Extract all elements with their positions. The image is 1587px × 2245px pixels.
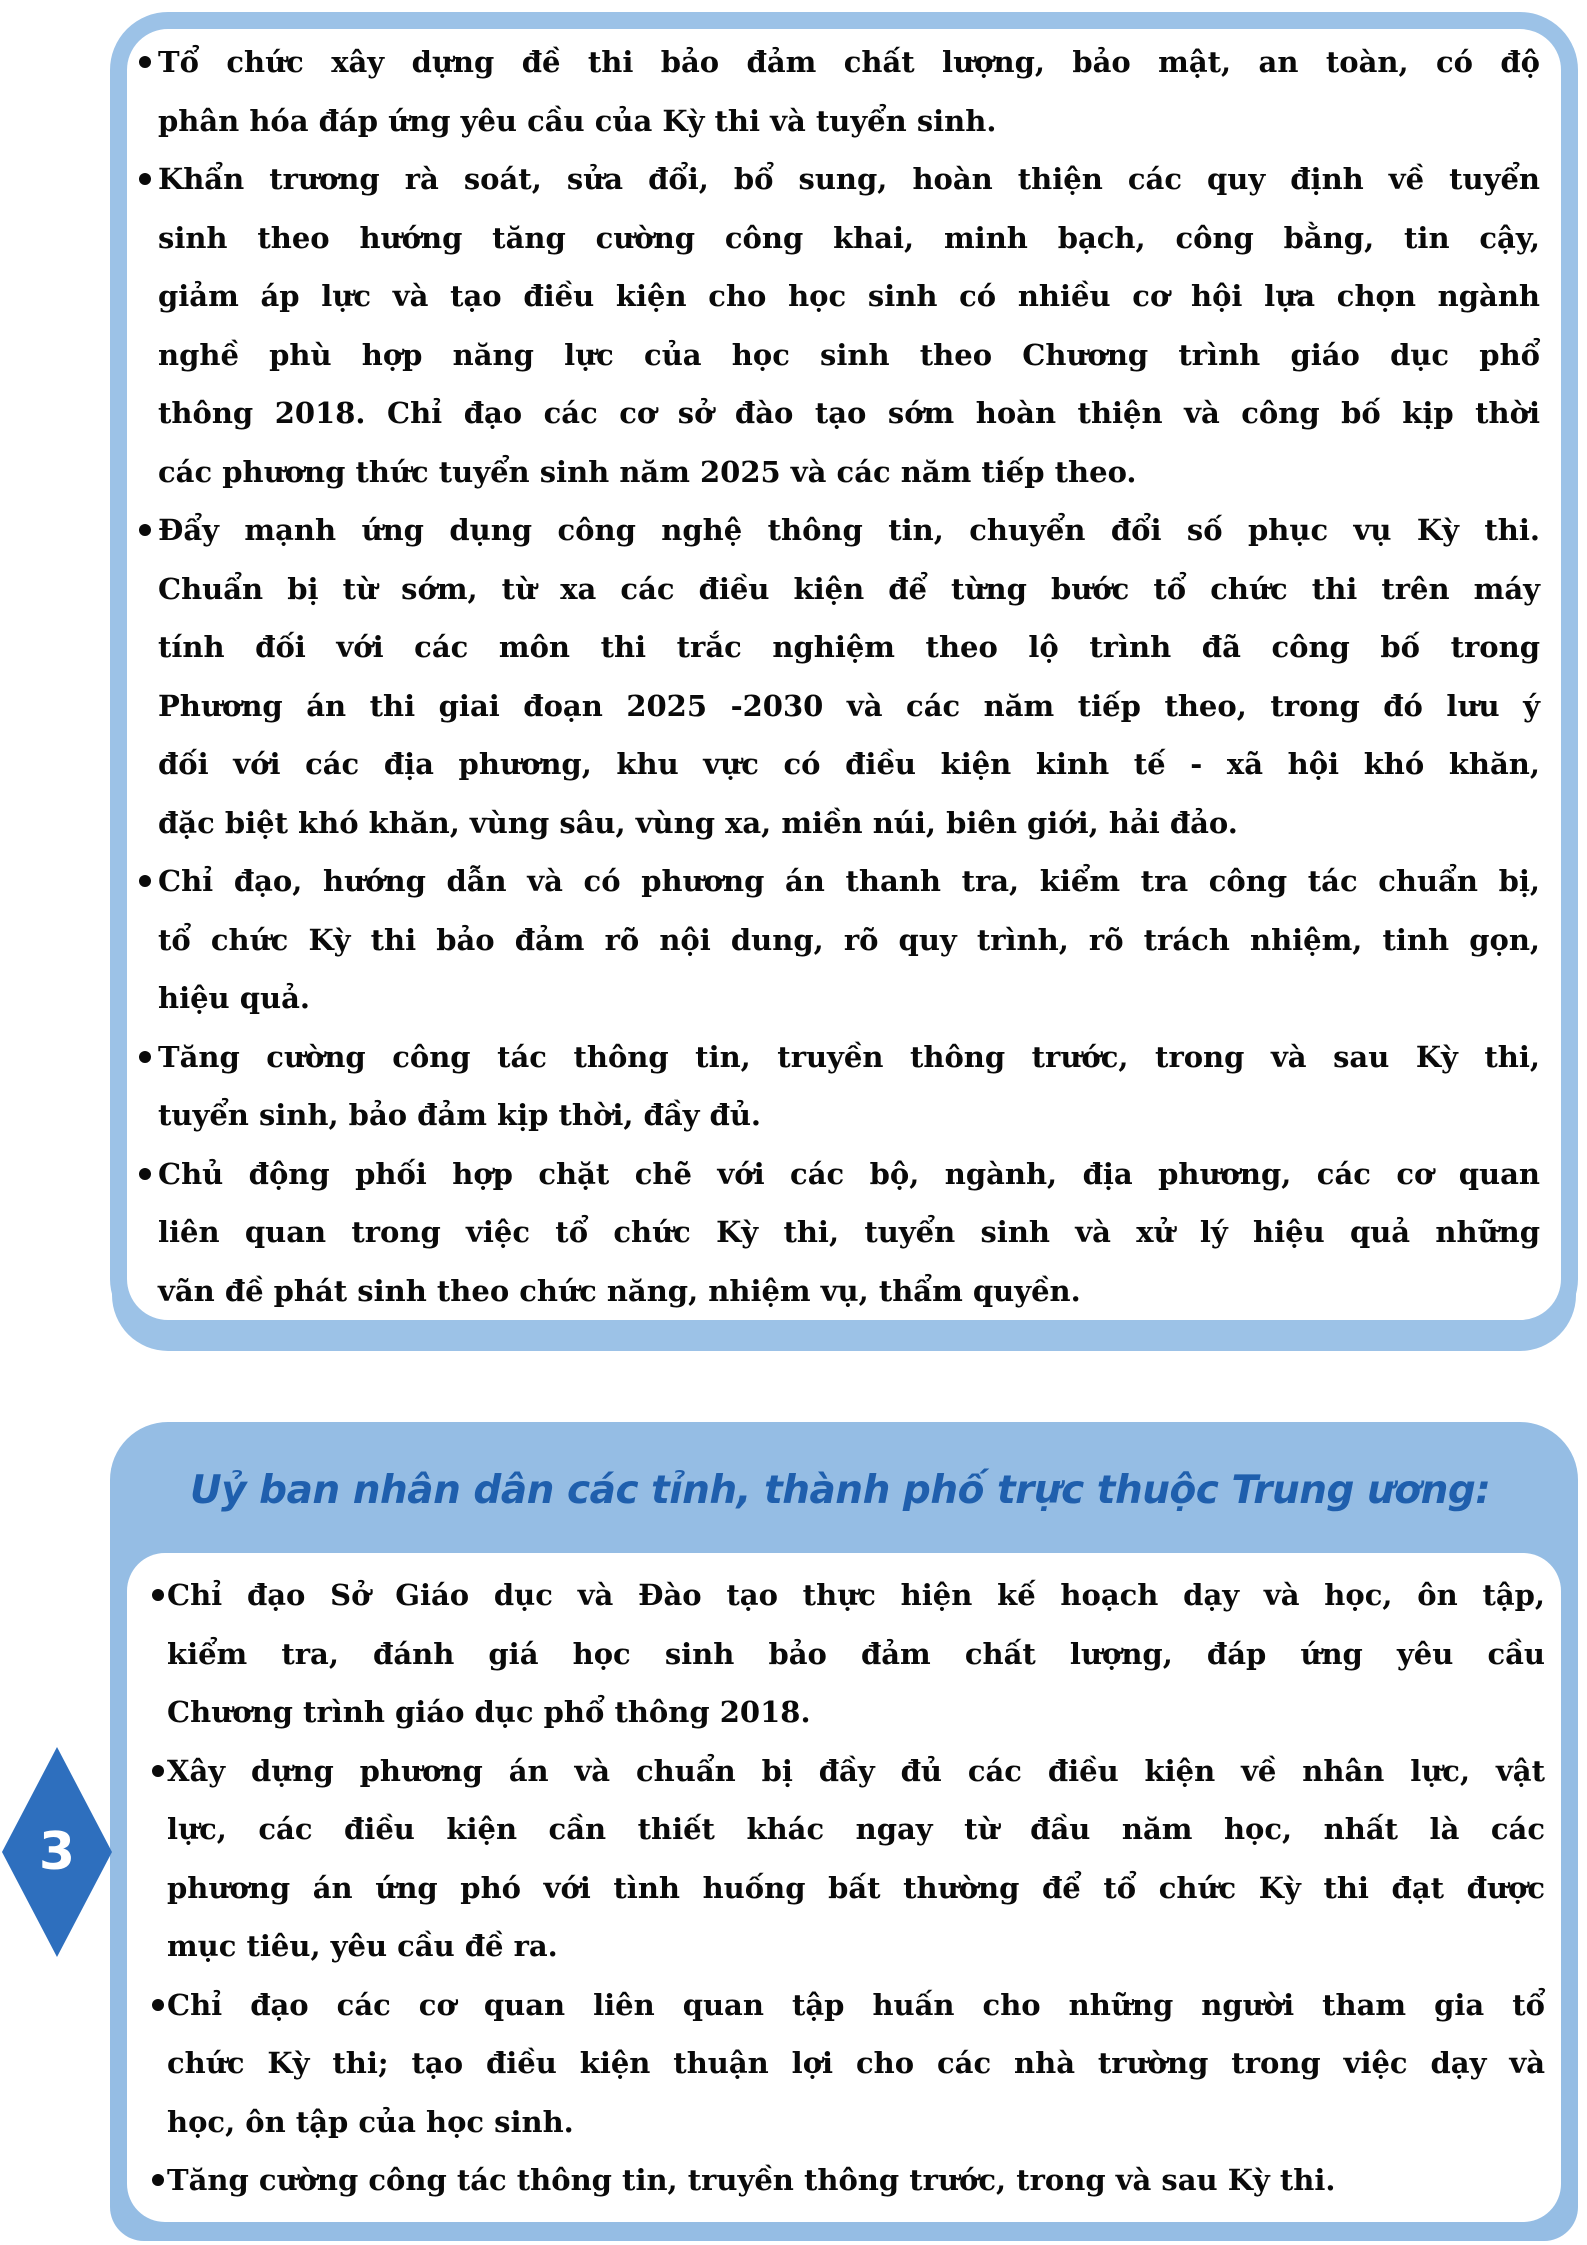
- bullet-icon: [139, 1051, 151, 1063]
- text-line: Tăng cường công tác thông tin, truyền thông trước, trong và sau Kỳ thi.: [167, 2163, 1336, 2197]
- text-line: lực, các điều kiện cần thiết khác ngay từ đầu năm học, nhất là các: [167, 1812, 1545, 1846]
- list-item: [158, 1028, 1540, 1145]
- text-line: các phương thức tuyển sinh năm 2025 và các năm tiếp theo.: [158, 454, 1137, 489]
- text-line: phương án ứng phó với tình huống bất thường để tổ chức Kỳ thi đạt được: [167, 1870, 1545, 1905]
- text-line: sinh theo hướng tăng cường công khai, minh bạch, công bằng, tin cậy,: [158, 220, 1540, 255]
- list-item: [167, 1976, 1545, 2152]
- list-item: [167, 2151, 1545, 2210]
- text-line: nghề phù hợp năng lực của học sinh theo Chương trình giáo dục phổ: [158, 337, 1540, 372]
- text-line: kiểm tra, đánh giá học sinh bảo đảm chất lượng, đáp ứng yêu cầu: [167, 1636, 1545, 1671]
- text-line: tổ chức Kỳ thi bảo đảm rõ nội dung, rõ quy trình, rõ trách nhiệm, tinh gọn,: [158, 922, 1540, 957]
- text-line: liên quan trong việc tổ chức Kỳ thi, tuyển sinh và xử lý hiệu quả những: [158, 1215, 1540, 1249]
- section-title: Uỷ ban nhân dân các tỉnh, thành phố trực thuộc Trung ương:: [190, 1467, 1491, 1513]
- bullet-icon: [152, 2174, 164, 2186]
- text-line: Chuẩn bị từ sớm, từ xa các điều kiện để từng bước tổ chức thi trên máy: [158, 571, 1540, 606]
- text-line: học, ôn tập của học sinh.: [167, 2104, 574, 2139]
- section-card-ministry-tasks: [110, 12, 1578, 1337]
- bullet-list-2: [167, 1566, 1545, 2210]
- text-line: tuyển sinh, bảo đảm kịp thời, đầy đủ.: [158, 1098, 762, 1132]
- text-line: Chương trình giáo dục phổ thông 2018.: [167, 1695, 811, 1729]
- text-line: Tăng cường công tác thông tin, truyền thông trước, trong và sau Kỳ thi,: [158, 1039, 1540, 1074]
- list-item: [167, 1566, 1545, 1742]
- text-line: mục tiêu, yêu cầu đề ra.: [167, 1929, 558, 1963]
- bullet-list-1: [158, 33, 1540, 1320]
- bullet-icon: [139, 524, 151, 536]
- list-item: [158, 33, 1540, 150]
- text-line: đặc biệt khó khăn, vùng sâu, vùng xa, miền núi, biên giới, hải đảo.: [158, 805, 1238, 840]
- bullet-icon: [152, 1765, 164, 1777]
- text-line: Chỉ đạo các cơ quan liên quan tập huấn cho những người tham gia tổ: [167, 1987, 1545, 2022]
- text-line: Xây dựng phương án và chuẩn bị đầy đủ các điều kiện về nhân lực, vật: [167, 1753, 1545, 1788]
- list-item: [167, 1742, 1545, 1976]
- list-item: [158, 501, 1540, 852]
- bullet-icon: [152, 1589, 164, 1601]
- list-item: [158, 1145, 1540, 1321]
- bullet-icon: [139, 875, 151, 887]
- text-line: chức Kỳ thi; tạo điều kiện thuận lợi cho các nhà trường trong việc dạy và: [167, 2046, 1545, 2080]
- section-card-2-content: [127, 1553, 1561, 2222]
- text-line: Phương án thi giai đoạn 2025 -2030 và các năm tiếp theo, trong đó lưu ý: [158, 688, 1540, 723]
- text-line: Đẩy mạnh ứng dụng công nghệ thông tin, chuyển đổi số phục vụ Kỳ thi.: [158, 513, 1540, 547]
- text-line: Chủ động phối hợp chặt chẽ với các bộ, ngành, địa phương, các cơ quan: [158, 1156, 1540, 1191]
- text-line: Chỉ đạo Sở Giáo dục và Đào tạo thực hiện kế hoạch dạy và học, ôn tập,: [167, 1578, 1545, 1612]
- bullet-icon: [139, 56, 151, 68]
- section-number: 3: [38, 1822, 76, 1882]
- list-item: [158, 150, 1540, 501]
- bullet-icon: [139, 173, 151, 185]
- list-item: [158, 852, 1540, 1028]
- text-line: hiệu quả.: [158, 981, 310, 1015]
- text-line: Chỉ đạo, hướng dẫn và có phương án thanh tra, kiểm tra công tác chuẩn bị,: [158, 864, 1540, 898]
- text-line: tính đối với các môn thi trắc nghiệm theo lộ trình đã công bố trong: [158, 630, 1540, 664]
- text-line: thông 2018. Chỉ đạo các cơ sở đào tạo sớm hoàn thiện và công bố kịp thời: [158, 396, 1540, 430]
- text-line: đối với các địa phương, khu vực có điều kiện kinh tế - xã hội khó khăn,: [158, 747, 1540, 781]
- section-number-marker: [0, 1745, 114, 1959]
- section-header: [190, 1458, 1538, 1522]
- bullet-icon: [152, 1999, 164, 2011]
- text-line: giảm áp lực và tạo điều kiện cho học sinh có nhiều cơ hội lựa chọn ngành: [158, 279, 1540, 313]
- text-line: Tổ chức xây dựng đề thi bảo đảm chất lượng, bảo mật, an toàn, có độ: [158, 45, 1540, 79]
- text-line: Khẩn trương rà soát, sửa đổi, bổ sung, hoàn thiện các quy định về tuyển: [158, 162, 1540, 196]
- text-line: phân hóa đáp ứng yêu cầu của Kỳ thi và tuyển sinh.: [158, 103, 997, 138]
- section-card-provincial-committees: [110, 1422, 1578, 2241]
- text-line: vãn đề phát sinh theo chức năng, nhiệm vụ, thẩm quyền.: [158, 1273, 1081, 1308]
- section-card-1-content: [127, 29, 1561, 1320]
- bullet-icon: [139, 1168, 151, 1180]
